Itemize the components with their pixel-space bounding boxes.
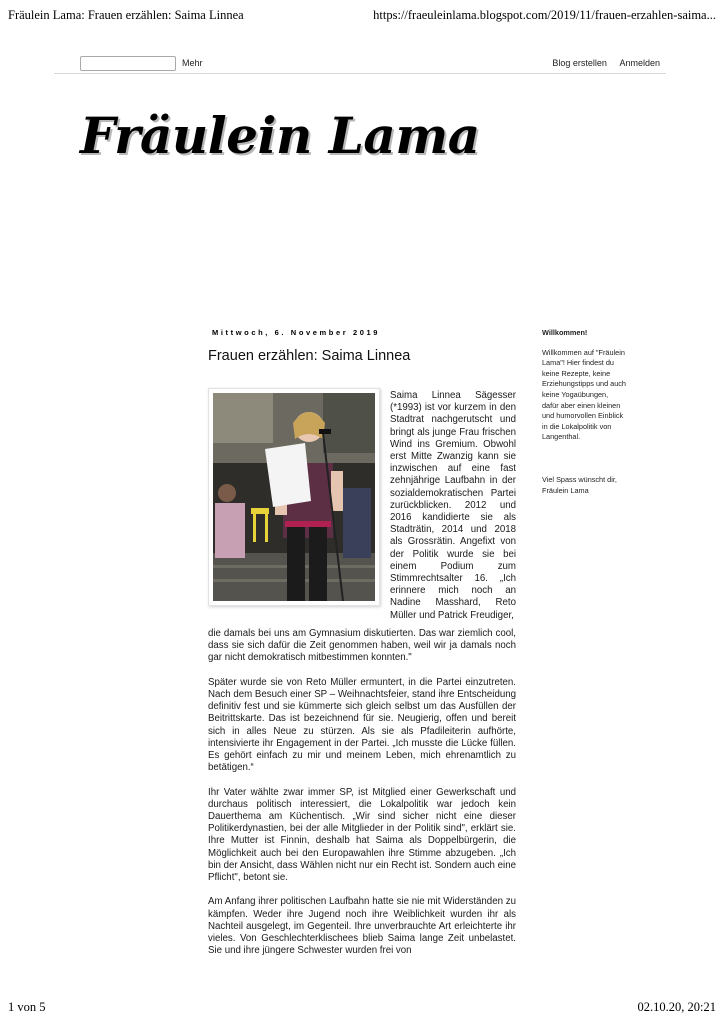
post-paragraph: Am Anfang ihrer politischen Laufbahn hatte sie nie mit Widerständen zu kämpfen. Weder ihre Jugend noch ihre Weiblichkeit wurden ihr als Nachteil ausgelegt, im Gegenteil. Ihre unverbrauchte Art erleichterte ihr vieles. Von Geschlechterklischees blieb Saima lange Zeit unbelastet. Sie und ihre jüngere Schwester wurden frei von xyxy=(208,896,516,957)
post-paragraph: die damals bei uns am Gymnasium diskutierten. Das war ziemlich cool, dass sie sich dafür die Zeit genommen haben, weil wir ja damals noch gar nicht demokratisch mitbestimmen konnten." xyxy=(208,628,516,664)
post-intro-text: Saima Linnea Sägesser (*1993) ist vor kurzem in den Stadtrat nachgerutscht und bringt als junge Frau frischen Wind ins Gremium. Obwohl erst Mitte Zwanzig kann sie inzwischen auf eine fast zehnjährige Laufbahn in der sozialdemokratischen Partei zurückblicken. 2012 und 2016 kandidierte sie als Stadträtin, 2014 und 2018 als Grossrätin. Angefixt von der Politik wurde sie bei einem Podium zum Stimmrechtsalter 16. „Ich erinnere mich noch an Nadine Masshard, Reto Müller und Patrick Freudiger, xyxy=(390,390,516,621)
print-page-title: Fräulein Lama: Frauen erzählen: Saima Linnea xyxy=(8,8,244,22)
sidebar-greeting: Viel Spass wünscht dir, xyxy=(542,474,617,484)
sidebar-welcome xyxy=(542,328,626,496)
navbar-search-input[interactable] xyxy=(80,56,176,71)
sidebar-title: Willkommen! xyxy=(542,328,588,337)
print-header xyxy=(8,8,716,26)
create-blog-link[interactable]: Blog erstellen xyxy=(552,58,607,68)
blog-title[interactable]: Fräulein Lama xyxy=(80,106,480,165)
post-date: Mittwoch, 6. November 2019 xyxy=(212,328,381,337)
print-footer xyxy=(8,997,716,1015)
sidebar-signature-name: Fräulein Lama xyxy=(542,485,589,495)
post-title[interactable]: Frauen erzählen: Saima Linnea xyxy=(208,348,411,364)
sidebar-signature xyxy=(542,475,626,496)
navbar-more-link[interactable]: Mehr xyxy=(182,58,203,68)
post-photo[interactable] xyxy=(208,388,380,606)
print-datetime: 02.10.20, 20:21 xyxy=(637,1000,716,1014)
blogger-navbar xyxy=(54,54,666,74)
post-paragraph: Später wurde sie von Reto Müller ermuntert, in die Partei einzutreten. Nach dem Besuch einer SP – Weihnachtsfeier, stand ihre Entscheidung definitiv fest und sie kümmerte sich gleich selbst um das Ausfüllen der Beitrittskarte. Das ist bezeichnend für sie. Neugierig, offen und bereit sich in alles Neue zu stürzen. Als sie als Pfadileiterin aufhörte, intensivierte ihr Engagement in der Partei. „Ich musste die Lücke füllen. Es gehört einfach zu mir und meinem Leben, mich ehrenamtlich zu betätigen.“ xyxy=(208,676,516,774)
print-page-number: 1 von 5 xyxy=(8,1000,46,1014)
post-paragraph: Ihr Vater wählte zwar immer SP, ist Mitglied einer Gewerkschaft und durchaus politisch interessiert, die Lokalpolitik war jedoch kein Dauerthema am Küchentisch. „Wir sind sicher nicht eine dieser Politikerdynastien, bei der alle Mitglieder in der Politik sind", erklärt sie. Ihre Mutter ist Finnin, deshalb hat Saima als Doppelbürgerin, die Möglichkeit auch bei den Europawahlen ihre Stimme abzugeben. „Ich bin der Ansicht, dass Wählen nicht nur ein Recht ist. Sondern auch eine Pflicht", betont sie. xyxy=(208,786,516,884)
speaker-photo-image xyxy=(213,393,375,601)
navbar-right-links xyxy=(542,58,660,68)
print-page-url: https://fraeuleinlama.blogspot.com/2019/11/frauen-erzahlen-saima... xyxy=(373,8,716,22)
sidebar-text: Willkommen auf "Fräulein Lama"! Hier findest du keine Rezepte, keine Erziehungstipps und auch keine Yogaübungen, dafür aber einen kleinen und humorvollen Einblick in die Lokalpolitik von Langenthal. xyxy=(542,347,626,442)
login-link[interactable]: Anmelden xyxy=(619,58,660,68)
post-body xyxy=(208,628,516,970)
